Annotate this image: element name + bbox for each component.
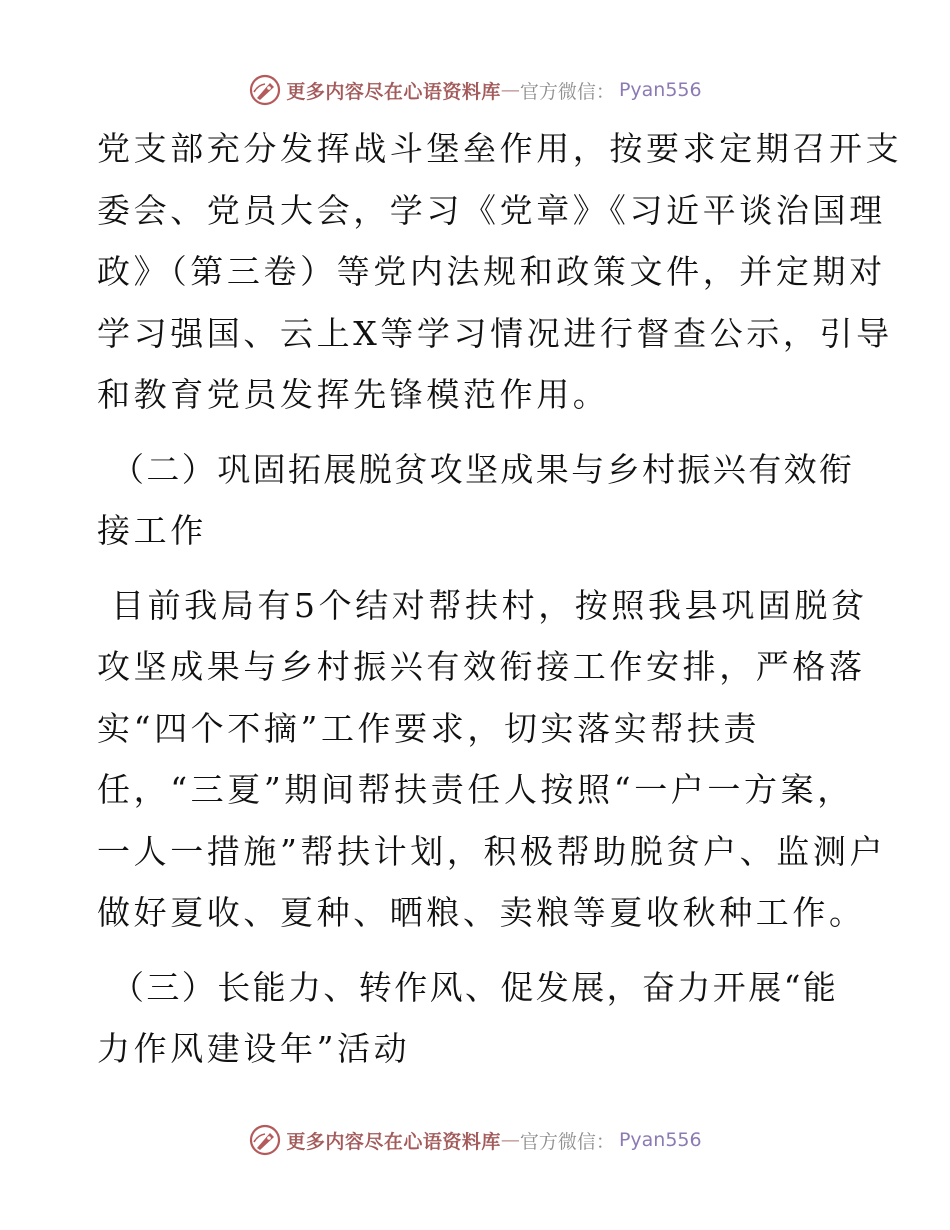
watermark-main-text: 更多内容尽在心语资料库 xyxy=(286,1130,501,1153)
header-watermark xyxy=(0,70,950,110)
watermark-label: 官方微信： xyxy=(519,1130,615,1153)
text-line: 一人一措施”帮扶计划，积极帮助脱贫户、监测户 xyxy=(97,831,887,871)
text-line: 做好夏收、夏种、晒粮、卖粮等夏收秋种工作。 xyxy=(97,893,866,932)
heading-line: （二）巩固拓展脱贫攻坚成果与乡村振兴有效衔 xyxy=(111,449,855,489)
watermark-main-text: 更多内容尽在心语资料库 xyxy=(286,80,501,103)
text-line: 学习强国、云上X等学习情况进行督查公示，引导 xyxy=(97,313,893,353)
section-heading-3 xyxy=(97,957,857,1080)
watermark-separator: — xyxy=(500,1129,520,1151)
text-line: 目前我局有5个结对帮扶村，按照我县巩固脱贫 xyxy=(111,585,868,625)
heading-line: （三）长能力、转作风、促发展，奋力开展“能 xyxy=(111,967,839,1007)
heading-line: 力作风建设年”活动 xyxy=(97,1029,411,1068)
text-line: 委会、党员大会，学习《党章》《习近平谈治国理 xyxy=(97,190,886,230)
paragraph-poverty-alleviation xyxy=(97,575,887,944)
text-line: 攻坚成果与乡村振兴有效衔接工作安排，严格落 xyxy=(97,647,866,686)
footer-watermark xyxy=(0,1120,950,1160)
watermark-wechat-id: Pyan556 xyxy=(618,79,702,101)
pen-nib-circle-icon xyxy=(248,73,282,107)
pen-nib-circle-icon xyxy=(248,1123,282,1157)
text-line: 实“四个不摘”工作要求，切实落实帮扶责 xyxy=(97,708,761,748)
text-line: 党支部充分发挥战斗堡垒作用，按要求定期召开支 xyxy=(97,129,903,168)
text-line: 政》（第三卷）等党内法规和政策文件，并定期对 xyxy=(97,252,886,291)
text-line: 任，“三夏”期间帮扶责任人按照“一户一方案， xyxy=(97,770,854,809)
watermark-wechat-id: Pyan556 xyxy=(618,1129,702,1151)
section-heading-2 xyxy=(97,439,857,562)
heading-line: 接工作 xyxy=(97,511,207,550)
watermark-label: 官方微信： xyxy=(519,80,615,103)
paragraph-party-branch xyxy=(97,118,903,426)
watermark-separator: — xyxy=(500,79,520,101)
document-body xyxy=(97,118,903,1080)
text-line: 和教育党员发挥先锋模范作用。 xyxy=(97,375,610,414)
